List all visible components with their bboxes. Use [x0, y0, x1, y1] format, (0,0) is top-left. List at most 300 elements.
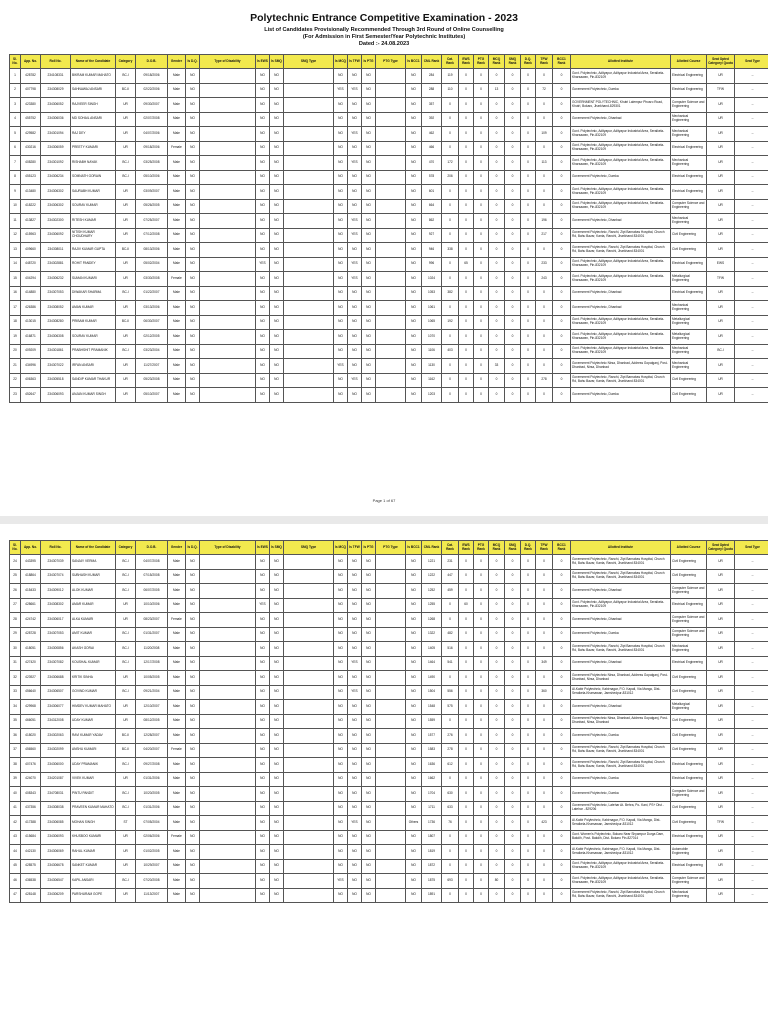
table-cell: Government Polytechnic, Dhanbad	[571, 112, 671, 127]
table-cell: 0	[459, 801, 474, 816]
table-cell: 0	[521, 729, 536, 744]
table-cell: 0	[459, 315, 474, 330]
table-cell: 03/09/2007	[136, 185, 168, 200]
table-cell: NO	[186, 830, 200, 845]
table-cell	[284, 214, 334, 229]
table-cell: NO	[270, 141, 284, 156]
table-cell: 0	[489, 772, 505, 787]
table-cell: 0	[489, 272, 505, 287]
table-cell: 0	[505, 598, 521, 613]
table-cell: NO	[362, 69, 376, 84]
table-cell: NO	[362, 859, 376, 874]
table-row	[10, 170, 768, 185]
table-cell: 0	[521, 388, 536, 403]
table-cell: SUMAN KUMARI	[71, 272, 116, 287]
table-cell: UR	[116, 228, 136, 243]
table-cell: NO	[348, 743, 362, 758]
table-cell: 0	[505, 388, 521, 403]
table-cell: 0	[489, 69, 505, 84]
table-cell: NO	[270, 874, 284, 889]
table-cell	[284, 772, 334, 787]
table-cell	[284, 373, 334, 388]
table-cell: 0	[442, 112, 459, 127]
table-cell: 10/20/2005	[136, 787, 168, 802]
table-cell: 0	[536, 98, 553, 113]
table-cell: 234306232	[41, 272, 71, 287]
table-cell: Computer Science and Engineering	[671, 627, 707, 642]
table-cell: 110	[442, 83, 459, 98]
table-cell: UR	[707, 214, 735, 229]
table-cell: NO	[270, 301, 284, 316]
table-cell: SOURAV KUMAR	[71, 330, 116, 345]
table-cell: 0	[442, 845, 459, 860]
table-cell: NO	[256, 69, 270, 84]
table-cell: --	[735, 613, 768, 628]
table-cell: 0	[474, 758, 489, 773]
table-cell: 0	[521, 627, 536, 642]
column-header: Is TFW	[348, 541, 362, 555]
table-cell: NO	[186, 359, 200, 374]
table-cell	[284, 874, 334, 889]
table-cell	[200, 127, 256, 142]
table-cell: --	[735, 199, 768, 214]
table-cell: NO	[270, 642, 284, 657]
table-cell: NO	[406, 758, 422, 773]
table-cell: 07/15/2008	[136, 569, 168, 584]
table-cell: Male	[168, 373, 186, 388]
column-header: D.Q. Rank	[521, 55, 536, 69]
page-footer: Page 1 of 67	[372, 498, 396, 503]
table-cell: 217	[536, 228, 553, 243]
table-cell: YES	[348, 685, 362, 700]
table-cell: NO	[334, 69, 348, 84]
column-header: Gender	[168, 541, 186, 555]
table-cell: 459	[442, 584, 459, 599]
table-cell: 0	[505, 170, 521, 185]
table-cell: NO	[406, 772, 422, 787]
table-cell: 0	[521, 685, 536, 700]
table-cell: 0	[489, 98, 505, 113]
table-cell: NO	[270, 286, 284, 301]
table-row	[10, 729, 768, 744]
table-cell: NO	[334, 642, 348, 657]
table-cell: NO	[256, 700, 270, 715]
table-cell: NO	[270, 743, 284, 758]
table-cell: NO	[362, 671, 376, 686]
table-cell: NO	[362, 642, 376, 657]
table-cell: RAHUL KUMAR	[71, 845, 116, 860]
table-cell: 403	[442, 344, 459, 359]
table-cell: Civil Engineering	[671, 228, 707, 243]
table-cell: Government Polytechnic, Dumka	[571, 83, 671, 98]
table-cell: 1130	[422, 359, 442, 374]
table-cell: 0	[521, 127, 536, 142]
table-cell: Al-Kabir Polytechnic, Kabirnagar, P.O. Kapali, Via Mango, Dist- Seraikela-Kharsawan, Jamshedpur-831012	[571, 685, 671, 700]
table-cell: 05/23/2008	[136, 373, 168, 388]
table-cell: 0	[489, 330, 505, 345]
table-cell: 0	[442, 772, 459, 787]
table-cell: Mechanical Engineering	[671, 301, 707, 316]
table-cell: NO	[186, 214, 200, 229]
table-cell: PRAVEEN KUMAR MAHATO	[71, 801, 116, 816]
table-cell: 0	[459, 830, 474, 845]
table-cell: NO	[406, 301, 422, 316]
table-cell: KAPIL ANSARI	[71, 874, 116, 889]
table-cell: Female	[168, 141, 186, 156]
table-cell: 0	[505, 257, 521, 272]
table-cell: 0	[521, 359, 536, 374]
table-cell: Electrical Engineering	[671, 141, 707, 156]
table-cell: 19	[10, 330, 21, 345]
table-cell: 409209	[21, 344, 41, 359]
table-cell: NO	[186, 845, 200, 860]
column-header: Category	[116, 541, 136, 555]
table-cell: NO	[362, 214, 376, 229]
table-cell: --	[735, 555, 768, 570]
table-row	[10, 685, 768, 700]
table-cell: 0	[505, 185, 521, 200]
table-cell: Mechanical Engineering	[671, 127, 707, 142]
table-cell: BC-I	[116, 874, 136, 889]
table-cell: BC-I	[116, 555, 136, 570]
table-cell	[376, 344, 406, 359]
table-cell	[200, 214, 256, 229]
table-cell: 234301092	[41, 156, 71, 171]
table-cell: 0	[474, 569, 489, 584]
table-header-row	[10, 541, 768, 555]
table-cell: 0	[459, 359, 474, 374]
table-cell: 0	[521, 228, 536, 243]
table-cell: Civil Engineering	[671, 743, 707, 758]
table-cell: 0	[442, 388, 459, 403]
table-cell: 08/23/2007	[136, 613, 168, 628]
table-cell: NO	[348, 243, 362, 258]
table-cell: Metallurgical Engineering	[671, 700, 707, 715]
table-cell: NO	[186, 685, 200, 700]
table-cell: 21	[10, 359, 21, 374]
table-cell	[200, 272, 256, 287]
table-cell: SAHNAWAJ ANSARI	[71, 83, 116, 98]
table-cell: 0	[553, 700, 571, 715]
table-cell: Male	[168, 671, 186, 686]
table-cell: 0	[505, 714, 521, 729]
table-cell: NO	[186, 656, 200, 671]
table-cell: 0	[553, 214, 571, 229]
table-cell	[284, 185, 334, 200]
table-cell: UR	[707, 671, 735, 686]
table-cell: 0	[459, 388, 474, 403]
table-cell: 28	[10, 613, 21, 628]
table-cell	[376, 141, 406, 156]
table-cell: Government Polytechnic, Dhanbad	[571, 613, 671, 628]
table-cell: --	[735, 772, 768, 787]
table-cell	[200, 141, 256, 156]
table-cell: 1559	[422, 714, 442, 729]
table-cell: 0	[489, 141, 505, 156]
table-cell	[376, 642, 406, 657]
table-cell	[376, 199, 406, 214]
table-cell: IRFAN ANSARI	[71, 359, 116, 374]
table-cell: UR	[707, 569, 735, 584]
table-cell: NO	[406, 344, 422, 359]
table-cell: UR	[116, 272, 136, 287]
table-row	[10, 185, 768, 200]
table-cell: 0	[536, 743, 553, 758]
table-cell: 234302881	[41, 257, 71, 272]
table-cell: NO	[406, 700, 422, 715]
table-cell: Male	[168, 772, 186, 787]
table-cell: Computer Science and Engineering	[671, 199, 707, 214]
table-cell: 0	[489, 185, 505, 200]
table-cell: 456640	[21, 685, 41, 700]
table-cell: 0	[536, 170, 553, 185]
table-cell: 424742	[21, 613, 41, 628]
column-header: Sl. No.	[10, 541, 21, 555]
table-cell: Electrical Engineering	[671, 83, 707, 98]
table-cell: KHUSBOO KUMARI	[71, 830, 116, 845]
table-cell: 448720	[21, 257, 41, 272]
table-cell: Male	[168, 584, 186, 599]
column-header: Roll No.	[41, 55, 71, 69]
table-cell	[376, 214, 406, 229]
table-cell: Male	[168, 112, 186, 127]
table-cell: 0	[489, 671, 505, 686]
table-cell	[376, 185, 406, 200]
table-cell: 0	[536, 613, 553, 628]
table-cell: 0	[553, 859, 571, 874]
table-cell: SOURAV KUMAR	[71, 199, 116, 214]
table-cell: 234708031	[41, 787, 71, 802]
table-cell: Metallurgical Engineering	[671, 330, 707, 345]
table-cell: Male	[168, 257, 186, 272]
table-cell: NO	[186, 286, 200, 301]
table-cell: 0	[474, 257, 489, 272]
table-cell: UR	[116, 671, 136, 686]
table-cell: 40	[10, 787, 21, 802]
table-cell: 428148	[21, 888, 41, 903]
table-cell: 0	[536, 874, 553, 889]
table-cell: BC-I	[116, 642, 136, 657]
table-cell: NO	[186, 642, 200, 657]
table-cell: --	[735, 627, 768, 642]
table-cell: Government Polytechnic, Dhanbad	[571, 214, 671, 229]
table-cell: NO	[270, 98, 284, 113]
table-cell: 0	[536, 729, 553, 744]
table-cell: 1405	[422, 642, 442, 657]
table-cell: 0	[521, 330, 536, 345]
table-cell: Government Polytechnic, Dumka	[571, 170, 671, 185]
table-cell	[200, 584, 256, 599]
table-cell: --	[735, 888, 768, 903]
table-cell: 0	[489, 315, 505, 330]
table-cell: NO	[362, 330, 376, 345]
table-cell: NO	[362, 185, 376, 200]
table-cell: --	[735, 330, 768, 345]
table-cell: PINTU PANDIT	[71, 787, 116, 802]
table-cell: 0	[505, 613, 521, 628]
table-cell: 428728	[21, 627, 41, 642]
table-cell	[200, 330, 256, 345]
table-cell: UR	[707, 642, 735, 657]
table-cell: Female	[168, 613, 186, 628]
table-cell	[376, 714, 406, 729]
table-cell: NO	[348, 627, 362, 642]
table-cell: 12/17/2008	[136, 656, 168, 671]
table-cell	[200, 257, 256, 272]
table-cell: 541	[442, 656, 459, 671]
table-row	[10, 743, 768, 758]
table-cell: 0	[474, 359, 489, 374]
table-cell: 0	[474, 388, 489, 403]
table-cell: UR	[116, 859, 136, 874]
table-cell: NO	[334, 801, 348, 816]
table-cell: 0	[459, 671, 474, 686]
table-cell: 0	[505, 671, 521, 686]
table-cell: Male	[168, 700, 186, 715]
table-cell: UR	[707, 170, 735, 185]
table-cell: 0	[536, 859, 553, 874]
table-cell: Mechanical Engineering	[671, 214, 707, 229]
table-cell: 234306678	[41, 859, 71, 874]
table-cell: Govt. Polytechnic, Adityapur, Adityapur Industrial Area, Seraikela-Kharsawan, Pin-832109	[571, 141, 671, 156]
table-cell: 1636	[422, 758, 442, 773]
table-cell: 0	[489, 816, 505, 831]
table-cell: 234306302	[41, 199, 71, 214]
table-cell: 234306092	[41, 228, 71, 243]
table-cell	[200, 156, 256, 171]
table-cell: Government Polytechnic Nirsa, Dhanbad, Address Gopalganj, Post- Dhanbad, Nirsa, Dhanbad	[571, 714, 671, 729]
table-cell: 03/25/2008	[136, 156, 168, 171]
table-cell: 0	[474, 584, 489, 599]
table-cell	[200, 859, 256, 874]
table-cell: EWS	[707, 257, 735, 272]
table-cell: 234308029	[41, 83, 71, 98]
table-cell: 233	[536, 257, 553, 272]
table-cell: YES	[334, 359, 348, 374]
column-header: BCC1 Rank	[553, 541, 571, 555]
table-cell: 234302063	[41, 729, 71, 744]
table-row	[10, 83, 768, 98]
table-cell: 0	[521, 170, 536, 185]
table-cell: NO	[186, 729, 200, 744]
table-cell: BC-I	[116, 344, 136, 359]
table-cell	[200, 685, 256, 700]
table-cell: NO	[406, 714, 422, 729]
table-cell: 0	[553, 315, 571, 330]
table-cell: 0	[489, 700, 505, 715]
table-cell: 10/10/2006	[136, 598, 168, 613]
column-header: App. No.	[21, 541, 41, 555]
table-cell: NO	[186, 569, 200, 584]
table-cell: NO	[334, 388, 348, 403]
table-cell: 0	[442, 98, 459, 113]
table-cell: YES	[348, 127, 362, 142]
table-cell: VIVEK KUMAR	[71, 772, 116, 787]
table-cell: 0	[505, 787, 521, 802]
table-cell: NO	[348, 584, 362, 599]
table-cell	[284, 83, 334, 98]
table-cell: NO	[256, 127, 270, 142]
table-cell: BC-I	[116, 627, 136, 642]
table-cell: NO	[256, 344, 270, 359]
column-header: Allotted Institute	[571, 541, 671, 555]
table-cell: NO	[334, 199, 348, 214]
table-cell: 664	[422, 199, 442, 214]
table-cell: UR	[116, 112, 136, 127]
table-cell: Male	[168, 69, 186, 84]
table-cell: NO	[334, 141, 348, 156]
table-cell: 0	[442, 214, 459, 229]
table-row	[10, 816, 768, 831]
table-cell: 0	[474, 830, 489, 845]
table-cell: NO	[362, 257, 376, 272]
table-cell: NO	[186, 555, 200, 570]
table-cell: NO	[406, 272, 422, 287]
table-cell: UR	[707, 845, 735, 860]
table-cell: 0	[521, 69, 536, 84]
table-cell: 0	[489, 801, 505, 816]
table-cell: 0	[474, 772, 489, 787]
table-cell: NO	[256, 141, 270, 156]
table-cell: 456560	[21, 743, 41, 758]
table-cell: 0	[536, 243, 553, 258]
table-cell: --	[735, 743, 768, 758]
table-cell	[376, 127, 406, 142]
table-cell: 06/07/2005	[136, 584, 168, 599]
table-cell: 0	[474, 373, 489, 388]
table-cell: 196	[536, 214, 553, 229]
table-cell: Male	[168, 555, 186, 570]
table-row	[10, 888, 768, 903]
table-cell: NO	[256, 787, 270, 802]
table-cell: NO	[256, 743, 270, 758]
table-cell: NO	[334, 627, 348, 642]
table-cell: 0	[521, 801, 536, 816]
table-cell: UR	[707, 627, 735, 642]
table-cell: 1891	[422, 888, 442, 903]
table-cell: BC-II	[116, 743, 136, 758]
table-cell: 206	[442, 170, 459, 185]
table-cell: 234307022	[41, 359, 71, 374]
table-cell: UR	[707, 330, 735, 345]
table-cell: 0	[474, 656, 489, 671]
column-header: Seat Type	[735, 55, 768, 69]
table-cell: 234306234	[41, 170, 71, 185]
table-cell: 0	[474, 816, 489, 831]
table-cell: NO	[348, 845, 362, 860]
table-cell: 1203	[422, 388, 442, 403]
table-cell: 1872	[422, 859, 442, 874]
table-cell	[200, 315, 256, 330]
table-cell	[200, 627, 256, 642]
table-cell: 0	[536, 569, 553, 584]
table-cell	[284, 156, 334, 171]
table-cell: Govt. Polytechnic, Adityapur, Adityapur Industrial Area, Seraikela-Kharsawan, Pin-832109	[571, 199, 671, 214]
table-cell: 0	[459, 344, 474, 359]
table-cell: 0	[521, 613, 536, 628]
table-cell: NO	[334, 98, 348, 113]
table-cell: 0	[459, 714, 474, 729]
table-cell: 466051	[21, 714, 41, 729]
table-cell: 0	[442, 714, 459, 729]
table-cell: UR	[707, 156, 735, 171]
table-cell	[200, 874, 256, 889]
table-cell: 0	[505, 286, 521, 301]
table-cell: 0	[459, 83, 474, 98]
table-cell: UDAY PRAMANIK	[71, 758, 116, 773]
table-cell: 234201087	[41, 772, 71, 787]
table-cell: NO	[186, 199, 200, 214]
